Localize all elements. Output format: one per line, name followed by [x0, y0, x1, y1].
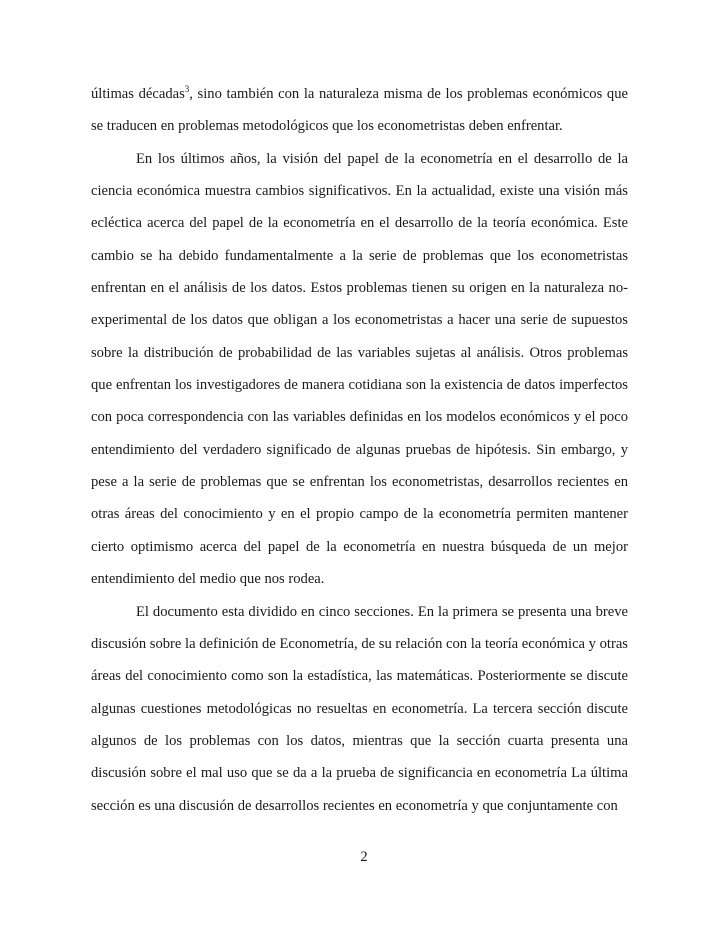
paragraph-econometrics-vision: En los últimos años, la visión del papel de la econometría en el desarrollo de la ciencia económica muestra cambios significativos. En la actualidad, existe una visión más ecléctica acerca del papel de la econometría en el desarrollo de la teoría económica. Este cambio se ha debido fundamentalmente a la serie de problemas que los econometristas enfrentan en el análisis de los datos. Estos problemas tienen su origen en la naturaleza no-experimental de los datos que obligan a los econometristas a hacer una serie de supuestos sobre la distribución de probabilidad de las variables sujetas al análisis. Otros problemas que enfrentan los investigadores de manera cotidiana son la existencia de datos imperfectos con poca correspondencia con las variables definidas en los modelos económicos y el poco entendimiento del verdadero significado de algunas pruebas de hipótesis. Sin embargo, y pese a la serie de problemas que se enfrentan los econometristas, desarrollos recientes en otras áreas del conocimiento y en el propio campo de la econometría permiten mantener cierto optimismo acerca del papel de la econometría en nuestra búsqueda de un mejor entendimiento del medio que nos rodea.: [91, 150, 628, 588]
footnote-marker[interactable]: 3: [184, 84, 190, 95]
paragraph-1-rest: , sino también con la naturaleza misma de los problemas económicos que se traducen en problemas metodológicos que los econometristas deben enfrentar.: [91, 86, 628, 135]
body-text: [91, 78, 628, 822]
page-number: 2: [360, 849, 368, 865]
paragraph-1-start: últimas décadas: [91, 86, 185, 102]
paragraph-continuation: [91, 78, 628, 143]
paragraph-document-structure: El documento esta dividido en cinco secciones. En la primera se presenta una breve discusión sobre la definición de Econometría, de su relación con la teoría económica y otras áreas del conocimiento como son la estadística, las matemáticas. Posteriormente se discute algunas cuestiones metodológicas no resueltas en econometría. La tercera sección discute algunos de los problemas con los datos, mientras que la sección cuarta presenta una discusión sobre el mal uso que se da a la prueba de significancia en econometría La última sección es una discusión de desarrollos recientes en econometría y que conjuntamente con: [91, 603, 628, 814]
